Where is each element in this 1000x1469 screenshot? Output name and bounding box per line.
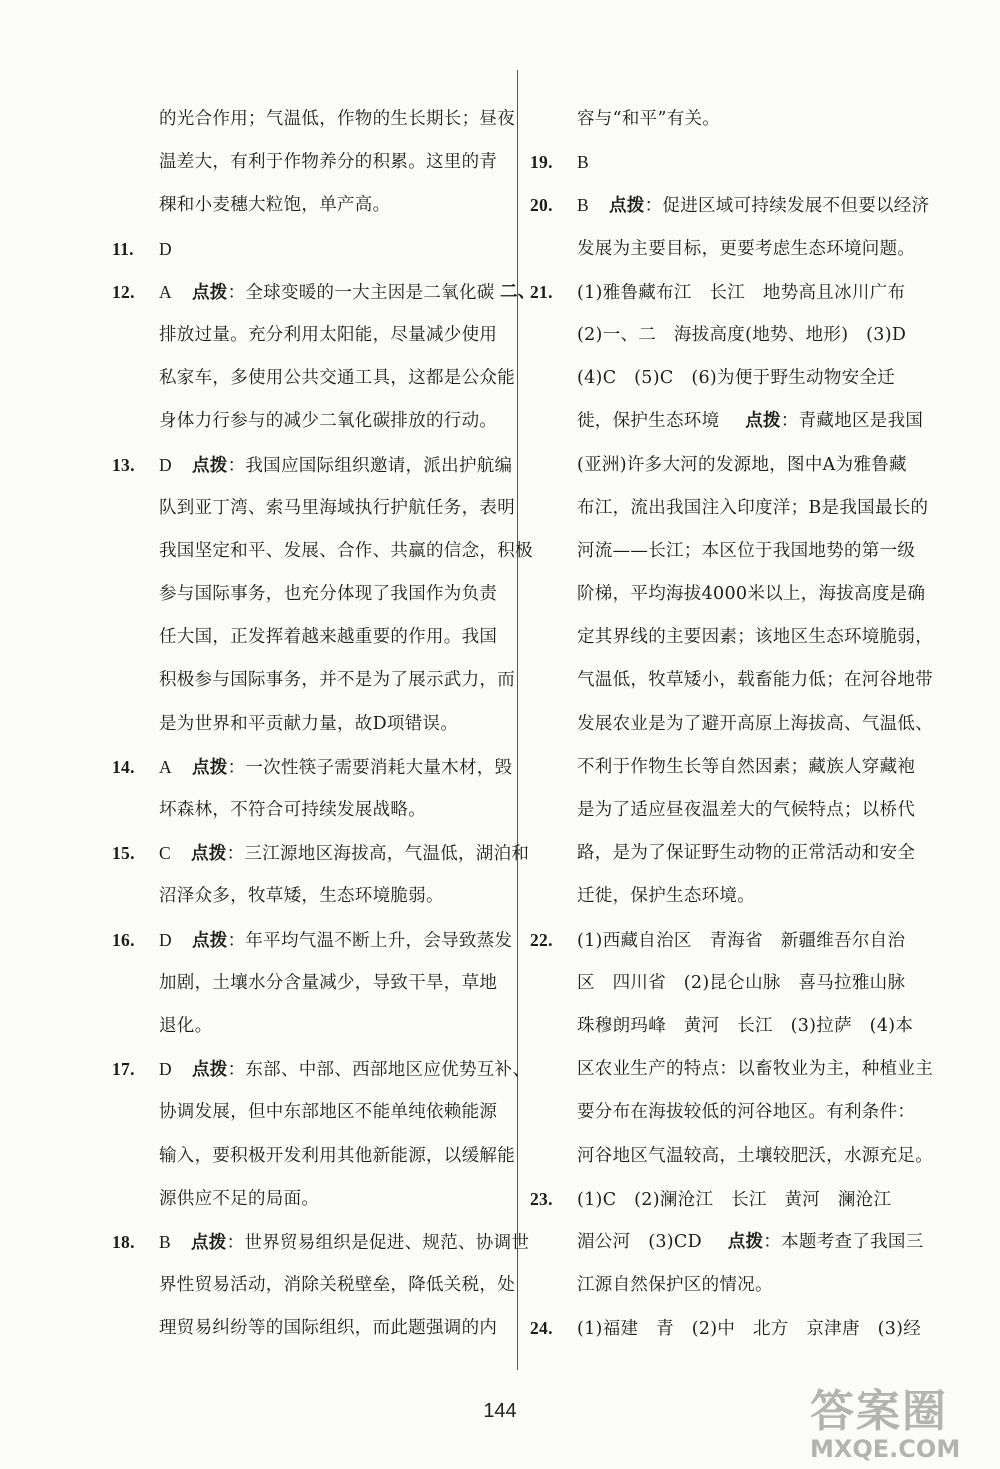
line-text: (2)一、二 海拔高度(地势、地形) (3)D: [577, 324, 907, 345]
text-line: [112, 919, 513, 962]
text-line: [530, 616, 935, 659]
line-text: 稞和小麦穗大粒饱，单产高。: [159, 195, 391, 216]
line-text: (1)西藏自治区 青海省 新疆维吾尔自治: [577, 930, 906, 951]
line-text: 发展为主要目标，更要考虑生态环境问题。: [577, 238, 916, 259]
line-text: (4)C (5)C (6)为便于野生动物安全迁: [577, 368, 896, 389]
text-line: [530, 1221, 935, 1264]
text-line: [112, 962, 507, 1005]
watermark-main: 答案圈: [810, 1386, 948, 1437]
line-text: 是为世界和平贡献力量，故D项错误。: [159, 713, 459, 734]
text-line: [112, 1221, 530, 1264]
text-line: [112, 789, 507, 832]
line-text: (1)福建 青 (2)中 北方 京津唐 (3)经: [577, 1319, 922, 1340]
answer-letter: B: [159, 1231, 171, 1252]
answer-letter: B: [577, 195, 589, 216]
line-text: 不利于作物生长等自然因素；藏族人穿藏袍: [577, 756, 916, 777]
hint-label: 点拨: [608, 196, 645, 217]
line-text: 迁徙，保护生态环境。: [577, 886, 755, 907]
text-line: [112, 530, 533, 573]
line-text: 退化。: [159, 1015, 213, 1036]
left-column: [112, 98, 533, 1350]
question-number: 11.: [112, 238, 134, 259]
line-text: ：青藏地区是我国: [780, 411, 924, 432]
line-text: 徙，保护生态环境: [577, 411, 738, 432]
text-line: [112, 314, 507, 357]
text-line: [112, 1178, 507, 1221]
text-line: [530, 962, 935, 1005]
line-text: 区农业生产的特点：以畜牧业为主，种植业主: [577, 1059, 933, 1080]
text-line: [530, 487, 935, 530]
line-text: 参与国际事务，也充分体现了我国作为负责: [159, 584, 498, 605]
right-column: [500, 98, 935, 1350]
watermark-logo: [810, 1375, 990, 1465]
text-line: [112, 746, 513, 789]
text-line: [530, 659, 935, 702]
text-line: [530, 1178, 935, 1221]
line-text: 布江，流出我国注入印度洋；B是我国最长的: [577, 497, 929, 518]
line-text: 河流——长江；本区位于我国地势的第一级: [577, 540, 916, 561]
text-line: [530, 573, 935, 616]
line-text: ：促进区域可持续发展不但要以经济: [644, 196, 930, 217]
question-number: 20.: [530, 195, 553, 216]
line-text: 排放过量。充分利用太阳能，尽量减少使用: [159, 324, 498, 345]
question-number: 17.: [112, 1059, 135, 1080]
line-text: 理贸易纠纷等的国际组织，而此题强调的内: [159, 1318, 498, 1339]
line-text: 温差大，有利于作物养分的积累。这里的青: [159, 152, 498, 173]
line-text: 沼泽众多，牧草矮，生态环境脆弱。: [159, 886, 444, 907]
hint-label: 点拨: [745, 411, 781, 432]
line-text: 任大国，正发挥着越来越重要的作用。我国: [159, 627, 498, 648]
question-number: 13.: [112, 454, 135, 475]
text-line: [530, 1307, 935, 1350]
line-text: ：世界贸易组织是促进、规范、协调世: [226, 1232, 530, 1253]
text-line: [530, 746, 935, 789]
line-text: 定其界线的主要因素；该地区生态环境脆弱，: [577, 627, 933, 648]
text-line: [112, 400, 507, 443]
line-text: 江源自然保护区的情况。: [577, 1275, 773, 1296]
hint-label: 点拨: [190, 1232, 227, 1253]
text-line: [112, 1307, 507, 1350]
line-text: 私家车，多使用公共交通工具，这都是公众能: [159, 368, 515, 389]
watermark-sub: MXQE.COM: [810, 1435, 961, 1463]
question-number: 16.: [112, 929, 135, 950]
column-divider: [517, 70, 518, 1370]
text-line: [112, 1135, 515, 1178]
line-text: (1)雅鲁藏布江 长江 地势高且冰川广布: [577, 282, 906, 303]
text-line: [112, 444, 513, 487]
text-line: [530, 1135, 935, 1178]
text-line: [112, 228, 507, 271]
line-text: 河谷地区气温较高，土壤较肥沃，水源充足。: [577, 1145, 933, 1166]
line-text: 输入，要积极开发利用其他新能源，以缓解能: [159, 1145, 515, 1166]
text-line: [112, 184, 507, 227]
line-text: 界性贸易活动，消除关税壁垒，降低关税，处: [159, 1275, 515, 1296]
question-number: 19.: [530, 152, 553, 173]
text-line: [112, 1005, 507, 1048]
text-line: [530, 444, 935, 487]
line-text: ：三江源地区海拔高，气温低，湖泊和: [226, 844, 530, 865]
text-line: [112, 659, 515, 702]
text-line: [530, 98, 935, 141]
answer-letter: D: [159, 454, 172, 475]
question-number: 23.: [530, 1188, 553, 1209]
question-number: 15.: [112, 843, 135, 864]
text-line: [530, 1091, 935, 1134]
question-number: 21.: [530, 281, 553, 302]
line-text: ：我国应国际组织邀请，派出护航编: [227, 455, 513, 476]
text-line: [112, 271, 507, 314]
line-text: 发展农业是为了避开高原上海拔高、气温低、: [577, 713, 933, 734]
line-text: ：一次性筷子需要消耗大量木材，毁: [227, 757, 513, 778]
question-number: 24.: [530, 1318, 553, 1339]
text-line: [530, 789, 935, 832]
text-line: [530, 875, 935, 918]
text-line: [112, 573, 507, 616]
text-line: [530, 1264, 935, 1307]
text-line: [530, 141, 935, 184]
line-text: 源供应不足的局面。: [159, 1188, 320, 1209]
text-line: [530, 228, 935, 271]
text-line: [530, 1048, 935, 1091]
answer-letter: A: [159, 281, 172, 302]
text-line: [530, 400, 935, 443]
hint-label: 点拨: [191, 757, 228, 778]
line-text: 加剧，土壤水分含量减少，导致干旱，草地: [159, 972, 498, 993]
line-text: 路，是为了保证野生动物的正常活动和安全: [577, 843, 916, 864]
line-text: (亚洲)许多大河的发源地，图中A为雅鲁藏: [577, 454, 907, 475]
text-line: [112, 1091, 507, 1134]
line-text: 身体力行参与的减少二氧化碳排放的行动。: [159, 411, 498, 432]
line-text: 坏森林，不符合可持续发展战略。: [159, 800, 426, 820]
answer-letter: C: [159, 843, 171, 864]
text-line: [112, 487, 515, 530]
answer-letter: B: [577, 152, 589, 173]
answer-letter: D: [159, 929, 172, 950]
section-marker: 二、: [500, 281, 536, 302]
text-line: [530, 357, 935, 400]
text-line: [112, 98, 515, 141]
text-line: [112, 832, 530, 875]
line-text: 区 四川省 (2)昆仑山脉 喜马拉雅山脉: [577, 972, 906, 993]
question-number: 14.: [112, 756, 135, 777]
question-number: 22.: [530, 929, 553, 950]
hint-label: 点拨: [191, 1060, 228, 1081]
line-text: ：年平均气温不断上升，会导致蒸发: [227, 930, 513, 951]
line-text: 积极参与国际事务，并不是为了展示武力，而: [159, 670, 515, 691]
text-line: [530, 1005, 935, 1048]
line-text: 是为了适应昼夜温差大的气候特点；以桥代: [577, 800, 916, 820]
text-line: [112, 1264, 515, 1307]
line-text: ：本题考查了我国三: [763, 1231, 924, 1252]
line-text: ：东部、中部、西部地区应优势互补、: [227, 1060, 531, 1081]
line-text: 我国坚定和平、发展、合作、共赢的信念，积极: [159, 540, 533, 561]
hint-label: 点拨: [191, 455, 228, 476]
text-line: [530, 530, 935, 573]
line-text: 要分布在海拔较低的河谷地区。有利条件：: [577, 1102, 916, 1123]
text-line: [530, 919, 935, 962]
answer-letter: A: [159, 756, 172, 777]
line-text: 气温低，牧草矮小，载畜能力低；在河谷地带: [577, 670, 933, 691]
line-text: 协调发展，但中东部地区不能单纯依赖能源: [159, 1102, 498, 1123]
line-text: 容与“和平”有关。: [577, 109, 721, 129]
line-text: 珠穆朗玛峰 黄河 长江 (3)拉萨 (4)本: [577, 1015, 914, 1036]
text-line: [500, 271, 935, 314]
line-text: ：全球变暖的一大主因是二氧化碳: [227, 282, 495, 303]
text-line: [530, 314, 935, 357]
text-line: [530, 832, 935, 875]
text-line: [112, 616, 507, 659]
text-line: [530, 703, 935, 746]
text-line: [530, 184, 935, 227]
text-line: [112, 1048, 531, 1091]
text-line: [112, 357, 515, 400]
text-line: [112, 703, 507, 746]
hint-label: 点拨: [191, 930, 228, 951]
hint-label: 点拨: [727, 1231, 764, 1252]
line-text: 阶梯，平均海拔4000米以上，海拔高度是确: [577, 584, 926, 605]
text-line: [112, 141, 507, 184]
line-text: 湄公河 (3)CD: [577, 1231, 720, 1252]
answer-letter: D: [159, 238, 172, 259]
text-line: [112, 875, 507, 918]
question-number: 18.: [112, 1231, 135, 1252]
question-number: 12.: [112, 281, 135, 302]
hint-label: 点拨: [191, 282, 228, 303]
page-number: 144: [483, 1400, 517, 1422]
line-text: (1)C (2)澜沧江 长江 黄河 澜沧江: [577, 1189, 892, 1210]
answer-letter: D: [159, 1059, 172, 1080]
line-text: 队到亚丁湾、索马里海域执行护航任务，表明: [159, 497, 515, 518]
hint-label: 点拨: [190, 844, 227, 865]
line-text: 的光合作用；气温低，作物的生长期长；昼夜: [159, 109, 515, 129]
